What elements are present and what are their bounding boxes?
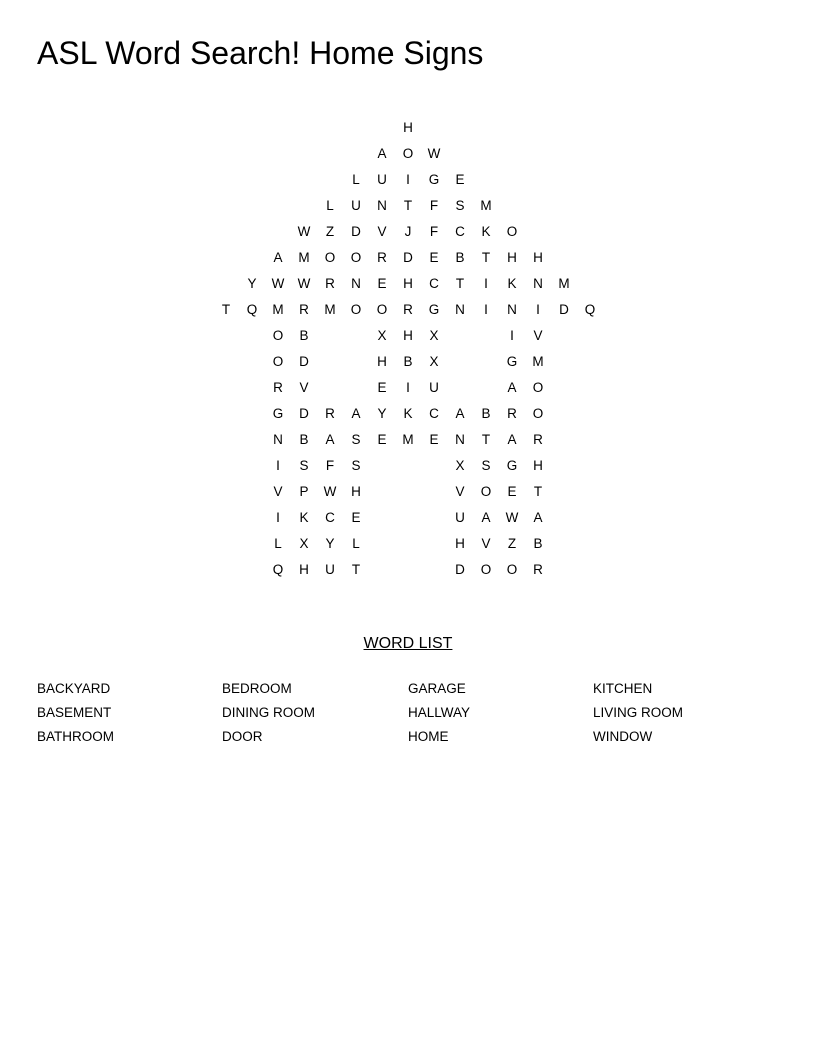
- grid-letter: A: [273, 250, 283, 265]
- grid-letter: E: [377, 432, 387, 447]
- word-list-item: LIVING ROOM: [593, 705, 684, 720]
- grid-letter: O: [480, 484, 492, 499]
- grid-letter: X: [429, 354, 439, 369]
- grid-letter: Z: [507, 536, 517, 551]
- grid-letter: A: [507, 380, 517, 395]
- grid-letter: A: [507, 432, 517, 447]
- grid-letter: S: [351, 458, 361, 473]
- word-list-item: HALLWAY: [408, 705, 471, 720]
- grid-letter: J: [404, 224, 412, 239]
- grid-letter: O: [350, 302, 362, 317]
- grid-letter: M: [532, 354, 544, 369]
- grid-letter: N: [507, 302, 517, 317]
- grid-letter: B: [481, 406, 491, 421]
- grid-letter: V: [455, 484, 465, 499]
- grid-letter: O: [402, 146, 414, 161]
- grid-letter: Q: [584, 302, 596, 317]
- grid-letter: O: [480, 562, 492, 577]
- grid-letter: O: [272, 328, 284, 343]
- grid-letter: F: [325, 458, 335, 473]
- grid-letter: P: [299, 484, 309, 499]
- grid-letter: H: [377, 354, 387, 369]
- grid-letter: A: [533, 510, 543, 525]
- grid-letter: H: [455, 536, 465, 551]
- grid-letter: E: [377, 380, 387, 395]
- grid-letter: C: [429, 276, 439, 291]
- grid-letter: O: [376, 302, 388, 317]
- grid-letter: N: [377, 198, 387, 213]
- grid-letter: Z: [325, 224, 335, 239]
- grid-letter: V: [377, 224, 387, 239]
- grid-letter: U: [455, 510, 465, 525]
- grid-letter: T: [351, 562, 361, 577]
- word-list-item: GARAGE: [408, 681, 466, 696]
- grid-letter: T: [533, 484, 543, 499]
- grid-letter: L: [274, 536, 282, 551]
- grid-letter: G: [506, 458, 518, 473]
- grid-letter: I: [276, 458, 280, 473]
- grid-letter: N: [455, 432, 465, 447]
- grid-letter: N: [351, 276, 361, 291]
- grid-letter: K: [299, 510, 309, 525]
- grid-letter: B: [299, 328, 309, 343]
- grid-letter: R: [325, 406, 335, 421]
- grid-letter: K: [481, 224, 491, 239]
- grid-letter: M: [324, 302, 336, 317]
- word-list-heading: WORD LIST: [363, 635, 453, 652]
- grid-letter: H: [403, 328, 413, 343]
- grid-letter: B: [455, 250, 465, 265]
- word-list-item: BEDROOM: [222, 681, 292, 696]
- grid-letter: R: [325, 276, 335, 291]
- grid-letter: H: [533, 250, 543, 265]
- grid-letter: K: [403, 406, 413, 421]
- grid-letter: X: [429, 328, 439, 343]
- grid-letter: O: [506, 562, 518, 577]
- grid-letter: A: [351, 406, 361, 421]
- grid-letter: G: [428, 172, 440, 187]
- grid-letter: F: [429, 224, 439, 239]
- grid-letter: E: [455, 172, 465, 187]
- grid-letter: I: [406, 172, 410, 187]
- grid-letter: X: [377, 328, 387, 343]
- grid-letter: O: [532, 406, 544, 421]
- grid-letter: M: [480, 198, 492, 213]
- grid-letter: G: [428, 302, 440, 317]
- grid-letter: B: [299, 432, 309, 447]
- grid-letter: E: [507, 484, 517, 499]
- grid-letter: N: [533, 276, 543, 291]
- grid-letter: O: [324, 250, 336, 265]
- grid-letter: W: [271, 276, 285, 291]
- word-list-item: DOOR: [222, 729, 263, 744]
- grid-letter: R: [299, 302, 309, 317]
- grid-letter: O: [350, 250, 362, 265]
- grid-letter: N: [273, 432, 283, 447]
- grid-letter: Y: [377, 406, 387, 421]
- word-list-item: DINING ROOM: [222, 705, 315, 720]
- grid-letter: I: [510, 328, 514, 343]
- grid-letter: U: [325, 562, 335, 577]
- grid-letter: Y: [325, 536, 335, 551]
- grid-letter: I: [406, 380, 410, 395]
- grid-letter: V: [481, 536, 491, 551]
- grid-letter: H: [403, 276, 413, 291]
- grid-letter: L: [352, 536, 360, 551]
- grid-letter: H: [507, 250, 517, 265]
- word-list-item: KITCHEN: [593, 681, 653, 696]
- grid-letter: R: [403, 302, 413, 317]
- grid-letter: R: [507, 406, 517, 421]
- grid-letter: D: [559, 302, 569, 317]
- grid-letter: E: [351, 510, 361, 525]
- grid-letter: W: [297, 224, 311, 239]
- grid-letter: U: [429, 380, 439, 395]
- grid-letter: T: [221, 302, 231, 317]
- grid-letter: D: [351, 224, 361, 239]
- grid-letter: A: [325, 432, 335, 447]
- grid-letter: F: [429, 198, 439, 213]
- grid-letter: A: [377, 146, 387, 161]
- grid-letter: V: [273, 484, 283, 499]
- grid-letter: M: [272, 302, 284, 317]
- grid-letter: H: [351, 484, 361, 499]
- grid-letter: R: [533, 562, 543, 577]
- word-list-item: WINDOW: [593, 729, 653, 744]
- grid-letter: T: [481, 432, 491, 447]
- grid-letter: M: [558, 276, 570, 291]
- grid-letter: C: [325, 510, 335, 525]
- grid-letter: V: [299, 380, 309, 395]
- word-list-item: BACKYARD: [37, 681, 111, 696]
- grid-letter: M: [402, 432, 414, 447]
- grid-letter: C: [455, 224, 465, 239]
- grid-letter: I: [484, 302, 488, 317]
- grid-letter: S: [455, 198, 465, 213]
- grid-letter: R: [533, 432, 543, 447]
- grid-letter: X: [455, 458, 465, 473]
- grid-letter: T: [455, 276, 465, 291]
- grid-letter: I: [276, 510, 280, 525]
- grid-letter: K: [507, 276, 517, 291]
- grid-letter: W: [323, 484, 337, 499]
- grid-letter: S: [299, 458, 309, 473]
- grid-letter: H: [299, 562, 309, 577]
- grid-letter: N: [455, 302, 465, 317]
- grid-letter: I: [484, 276, 488, 291]
- grid-letter: G: [272, 406, 284, 421]
- grid-letter: B: [403, 354, 413, 369]
- grid-letter: D: [299, 406, 309, 421]
- grid-letter: W: [427, 146, 441, 161]
- grid-letter: D: [299, 354, 309, 369]
- grid-letter: B: [533, 536, 543, 551]
- page-title: ASL Word Search! Home Signs: [37, 35, 484, 71]
- grid-letter: S: [481, 458, 491, 473]
- grid-letter: I: [536, 302, 540, 317]
- grid-letter: M: [298, 250, 310, 265]
- grid-letter: W: [297, 276, 311, 291]
- grid-letter: T: [403, 198, 413, 213]
- grid-letter: A: [481, 510, 491, 525]
- grid-letter: T: [481, 250, 491, 265]
- word-list-item: BASEMENT: [37, 705, 112, 720]
- grid-letter: H: [403, 120, 413, 135]
- grid-letter: X: [299, 536, 309, 551]
- grid-letter: L: [326, 198, 334, 213]
- word-list-item: BATHROOM: [37, 729, 114, 744]
- grid-letter: R: [273, 380, 283, 395]
- grid-letter: G: [506, 354, 518, 369]
- grid-letter: D: [403, 250, 413, 265]
- grid-letter: E: [377, 276, 387, 291]
- grid-letter: E: [429, 432, 439, 447]
- grid-letter: U: [351, 198, 361, 213]
- grid-letter: Q: [246, 302, 258, 317]
- grid-letter: U: [377, 172, 387, 187]
- grid-letter: D: [455, 562, 465, 577]
- grid-letter: H: [533, 458, 543, 473]
- grid-letter: O: [532, 380, 544, 395]
- grid-letter: O: [272, 354, 284, 369]
- grid-letter: S: [351, 432, 361, 447]
- grid-letter: L: [352, 172, 360, 187]
- grid-letter: Y: [247, 276, 257, 291]
- grid-letter: R: [377, 250, 387, 265]
- grid-letter: O: [506, 224, 518, 239]
- grid-letter: Q: [272, 562, 284, 577]
- word-list-item: HOME: [408, 729, 449, 744]
- grid-letter: C: [429, 406, 439, 421]
- grid-letter: W: [505, 510, 519, 525]
- grid-letter: A: [455, 406, 465, 421]
- grid-letter: E: [429, 250, 439, 265]
- grid-letter: V: [533, 328, 543, 343]
